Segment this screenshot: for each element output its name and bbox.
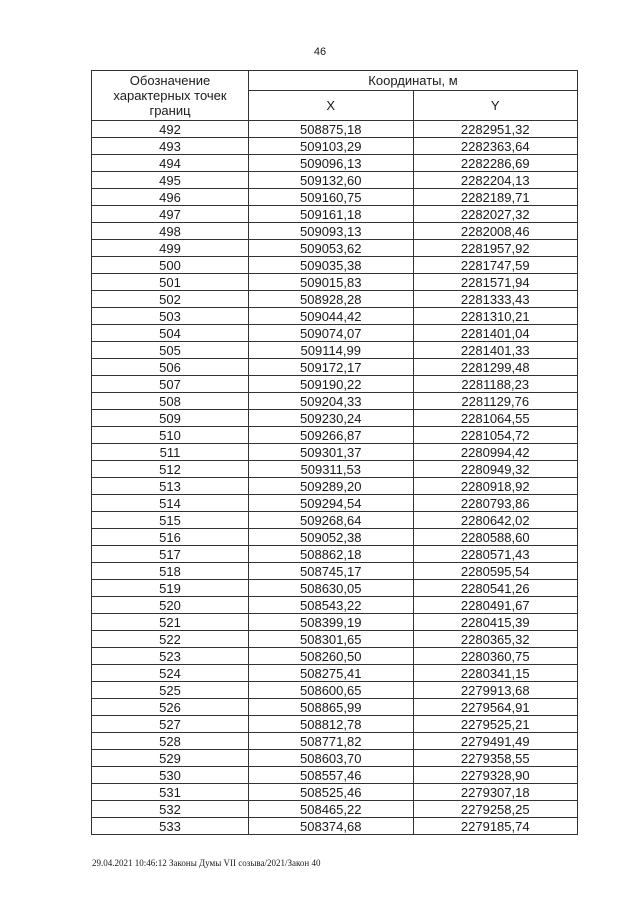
- y-coordinate-cell: 2279258,25: [413, 801, 578, 818]
- x-coordinate-cell: 509015,83: [249, 274, 414, 291]
- point-id-cell: 501: [92, 274, 249, 291]
- table-row: [92, 818, 578, 835]
- point-id-cell: 520: [92, 597, 249, 614]
- x-coordinate-cell: 508862,18: [249, 546, 414, 563]
- header-y: Y: [413, 91, 578, 121]
- x-coordinate-cell: 508557,46: [249, 767, 414, 784]
- table-row: [92, 580, 578, 597]
- y-coordinate-cell: 2280642,02: [413, 512, 578, 529]
- header-x: X: [249, 91, 414, 121]
- table-row: [92, 410, 578, 427]
- y-coordinate-cell: 2282286,69: [413, 155, 578, 172]
- x-coordinate-cell: 509204,33: [249, 393, 414, 410]
- x-coordinate-cell: 508812,78: [249, 716, 414, 733]
- table-row: [92, 308, 578, 325]
- point-id-cell: 528: [92, 733, 249, 750]
- y-coordinate-cell: 2280595,54: [413, 563, 578, 580]
- table-row: [92, 563, 578, 580]
- footer-stamp: 29.04.2021 10:46:12 Законы Думы VII созыва/2021/Закон 40: [92, 858, 321, 868]
- x-coordinate-cell: 509044,42: [249, 308, 414, 325]
- table-row: [92, 342, 578, 359]
- x-coordinate-cell: 509301,37: [249, 444, 414, 461]
- point-id-cell: 492: [92, 121, 249, 138]
- y-coordinate-cell: 2280949,32: [413, 461, 578, 478]
- point-id-cell: 514: [92, 495, 249, 512]
- point-id-cell: 525: [92, 682, 249, 699]
- table-row: [92, 274, 578, 291]
- x-coordinate-cell: 508543,22: [249, 597, 414, 614]
- point-id-cell: 498: [92, 223, 249, 240]
- y-coordinate-cell: 2280491,67: [413, 597, 578, 614]
- y-coordinate-cell: 2282204,13: [413, 172, 578, 189]
- point-id-cell: 499: [92, 240, 249, 257]
- table-header: [92, 71, 578, 121]
- table-row: [92, 665, 578, 682]
- y-coordinate-cell: 2279358,55: [413, 750, 578, 767]
- point-id-cell: 530: [92, 767, 249, 784]
- point-id-cell: 515: [92, 512, 249, 529]
- y-coordinate-cell: 2281054,72: [413, 427, 578, 444]
- point-id-cell: 519: [92, 580, 249, 597]
- table-row: [92, 512, 578, 529]
- point-id-cell: 516: [92, 529, 249, 546]
- y-coordinate-cell: 2279307,18: [413, 784, 578, 801]
- y-coordinate-cell: 2281957,92: [413, 240, 578, 257]
- y-coordinate-cell: 2279525,21: [413, 716, 578, 733]
- x-coordinate-cell: 509096,13: [249, 155, 414, 172]
- x-coordinate-cell: 508275,41: [249, 665, 414, 682]
- table-row: [92, 291, 578, 308]
- point-id-cell: 522: [92, 631, 249, 648]
- table-row: [92, 682, 578, 699]
- point-id-cell: 513: [92, 478, 249, 495]
- y-coordinate-cell: 2281401,04: [413, 325, 578, 342]
- table-row: [92, 784, 578, 801]
- table-row: [92, 376, 578, 393]
- table-row: [92, 325, 578, 342]
- x-coordinate-cell: 508600,65: [249, 682, 414, 699]
- point-id-cell: 504: [92, 325, 249, 342]
- point-id-cell: 505: [92, 342, 249, 359]
- y-coordinate-cell: 2280994,42: [413, 444, 578, 461]
- table-row: [92, 699, 578, 716]
- table-row: [92, 257, 578, 274]
- y-coordinate-cell: 2281310,21: [413, 308, 578, 325]
- y-coordinate-cell: 2280571,43: [413, 546, 578, 563]
- point-id-cell: 511: [92, 444, 249, 461]
- y-coordinate-cell: 2281064,55: [413, 410, 578, 427]
- table-row: [92, 716, 578, 733]
- table-body: [92, 121, 578, 835]
- table-row: [92, 767, 578, 784]
- table-row: [92, 223, 578, 240]
- coordinates-table: [91, 70, 578, 835]
- point-id-cell: 526: [92, 699, 249, 716]
- x-coordinate-cell: 508745,17: [249, 563, 414, 580]
- y-coordinate-cell: 2281299,48: [413, 359, 578, 376]
- x-coordinate-cell: 508928,28: [249, 291, 414, 308]
- point-id-cell: 510: [92, 427, 249, 444]
- point-id-cell: 533: [92, 818, 249, 835]
- y-coordinate-cell: 2282951,32: [413, 121, 578, 138]
- x-coordinate-cell: 508603,70: [249, 750, 414, 767]
- y-coordinate-cell: 2282189,71: [413, 189, 578, 206]
- point-id-cell: 523: [92, 648, 249, 665]
- table-row: [92, 206, 578, 223]
- table-row: [92, 393, 578, 410]
- y-coordinate-cell: 2281188,23: [413, 376, 578, 393]
- x-coordinate-cell: 509074,07: [249, 325, 414, 342]
- x-coordinate-cell: 509311,53: [249, 461, 414, 478]
- page-number: 46: [313, 46, 327, 58]
- y-coordinate-cell: 2279913,68: [413, 682, 578, 699]
- y-coordinate-cell: 2280415,39: [413, 614, 578, 631]
- point-id-cell: 496: [92, 189, 249, 206]
- point-id-cell: 502: [92, 291, 249, 308]
- x-coordinate-cell: 508399,19: [249, 614, 414, 631]
- table-row: [92, 750, 578, 767]
- point-id-cell: 529: [92, 750, 249, 767]
- point-id-cell: 507: [92, 376, 249, 393]
- table-row: [92, 444, 578, 461]
- table-row: [92, 495, 578, 512]
- x-coordinate-cell: 509266,87: [249, 427, 414, 444]
- table-row: [92, 546, 578, 563]
- y-coordinate-cell: 2280588,60: [413, 529, 578, 546]
- x-coordinate-cell: 508875,18: [249, 121, 414, 138]
- x-coordinate-cell: 509103,29: [249, 138, 414, 155]
- table-row: [92, 172, 578, 189]
- y-coordinate-cell: 2279564,91: [413, 699, 578, 716]
- table-row: [92, 189, 578, 206]
- table-row: [92, 529, 578, 546]
- table-row: [92, 121, 578, 138]
- y-coordinate-cell: 2280918,92: [413, 478, 578, 495]
- x-coordinate-cell: 509294,54: [249, 495, 414, 512]
- y-coordinate-cell: 2279185,74: [413, 818, 578, 835]
- x-coordinate-cell: 509172,17: [249, 359, 414, 376]
- x-coordinate-cell: 508525,46: [249, 784, 414, 801]
- point-id-cell: 521: [92, 614, 249, 631]
- y-coordinate-cell: 2281333,43: [413, 291, 578, 308]
- x-coordinate-cell: 508630,05: [249, 580, 414, 597]
- y-coordinate-cell: 2280341,15: [413, 665, 578, 682]
- table-row: [92, 359, 578, 376]
- y-coordinate-cell: 2281129,76: [413, 393, 578, 410]
- point-id-cell: 517: [92, 546, 249, 563]
- point-id-cell: 531: [92, 784, 249, 801]
- y-coordinate-cell: 2282363,64: [413, 138, 578, 155]
- header-row-top: [92, 71, 578, 91]
- point-id-cell: 509: [92, 410, 249, 427]
- table-row: [92, 478, 578, 495]
- y-coordinate-cell: 2281747,59: [413, 257, 578, 274]
- point-id-cell: 518: [92, 563, 249, 580]
- header-coordinates: Координаты, м: [249, 71, 578, 91]
- y-coordinate-cell: 2281401,33: [413, 342, 578, 359]
- y-coordinate-cell: 2279491,49: [413, 733, 578, 750]
- x-coordinate-cell: 509160,75: [249, 189, 414, 206]
- y-coordinate-cell: 2281571,94: [413, 274, 578, 291]
- table-row: [92, 801, 578, 818]
- point-id-cell: 493: [92, 138, 249, 155]
- table-row: [92, 648, 578, 665]
- point-id-cell: 500: [92, 257, 249, 274]
- x-coordinate-cell: 508260,50: [249, 648, 414, 665]
- y-coordinate-cell: 2282027,32: [413, 206, 578, 223]
- table-row: [92, 240, 578, 257]
- x-coordinate-cell: 509161,18: [249, 206, 414, 223]
- x-coordinate-cell: 509053,62: [249, 240, 414, 257]
- x-coordinate-cell: 509230,24: [249, 410, 414, 427]
- x-coordinate-cell: 509035,38: [249, 257, 414, 274]
- point-id-cell: 524: [92, 665, 249, 682]
- x-coordinate-cell: 509114,99: [249, 342, 414, 359]
- table-row: [92, 427, 578, 444]
- x-coordinate-cell: 509093,13: [249, 223, 414, 240]
- x-coordinate-cell: 509268,64: [249, 512, 414, 529]
- y-coordinate-cell: 2280793,86: [413, 495, 578, 512]
- point-id-cell: 506: [92, 359, 249, 376]
- x-coordinate-cell: 508465,22: [249, 801, 414, 818]
- y-coordinate-cell: 2279328,90: [413, 767, 578, 784]
- header-point-designation: Обозначение характерных точек границ: [92, 71, 249, 121]
- table-row: [92, 597, 578, 614]
- point-id-cell: 494: [92, 155, 249, 172]
- x-coordinate-cell: 509190,22: [249, 376, 414, 393]
- y-coordinate-cell: 2280541,26: [413, 580, 578, 597]
- point-id-cell: 508: [92, 393, 249, 410]
- table-row: [92, 614, 578, 631]
- point-id-cell: 512: [92, 461, 249, 478]
- x-coordinate-cell: 509132,60: [249, 172, 414, 189]
- y-coordinate-cell: 2282008,46: [413, 223, 578, 240]
- x-coordinate-cell: 508374,68: [249, 818, 414, 835]
- y-coordinate-cell: 2280365,32: [413, 631, 578, 648]
- table-row: [92, 461, 578, 478]
- x-coordinate-cell: 508301,65: [249, 631, 414, 648]
- point-id-cell: 497: [92, 206, 249, 223]
- point-id-cell: 527: [92, 716, 249, 733]
- point-id-cell: 503: [92, 308, 249, 325]
- x-coordinate-cell: 508865,99: [249, 699, 414, 716]
- y-coordinate-cell: 2280360,75: [413, 648, 578, 665]
- x-coordinate-cell: 509289,20: [249, 478, 414, 495]
- point-id-cell: 495: [92, 172, 249, 189]
- table-row: [92, 155, 578, 172]
- table-row: [92, 733, 578, 750]
- x-coordinate-cell: 508771,82: [249, 733, 414, 750]
- point-id-cell: 532: [92, 801, 249, 818]
- x-coordinate-cell: 509052,38: [249, 529, 414, 546]
- table-row: [92, 138, 578, 155]
- table-row: [92, 631, 578, 648]
